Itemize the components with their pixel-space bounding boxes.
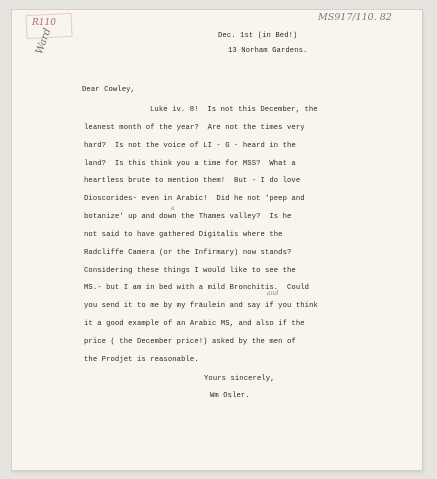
body-line: Radcliffe Camera (or the Infirmary) now stands? — [84, 249, 292, 257]
body-line: heartless brute to mention them! But - I do love — [84, 177, 301, 185]
insertion-a: a — [171, 205, 175, 212]
body-line: land? Is this think you a time for MSS? What a — [84, 160, 296, 168]
date-line: Dec. 1st (in Bed!) — [218, 32, 298, 40]
body-line: you send it to me by my fräulein and say if you think — [84, 302, 318, 310]
body-line: Dioscorides- even in Arabic! Did he not 'peep and — [84, 195, 305, 203]
signature: Wm Osler. — [210, 392, 250, 400]
body-line: price ( the December price!) asked by the men of — [84, 338, 296, 346]
catalog-mark: MS917/110. 82 — [318, 12, 392, 23]
body-line: leanest month of the year? Are not the times very — [84, 124, 305, 132]
body-line: Luke iv. 8! Is not this December, the — [150, 106, 318, 114]
body-line: not said to have gathered Digitalis where the — [84, 231, 283, 239]
margin-note: Ward — [34, 27, 54, 56]
body-line: Considering these things I would like to see the — [84, 267, 296, 275]
body-line: MS.- but I am in bed with a mild Bronchitis. Could — [84, 284, 310, 292]
salutation: Dear Cowley, — [82, 86, 135, 94]
body-line: hard? Is not the voice of LI - G - heard in the — [84, 142, 296, 150]
insertion-and: and — [267, 290, 279, 297]
archive-stamp-text: R110 — [32, 18, 56, 28]
closing-line: Yours sincerely, — [204, 375, 275, 383]
letter-page — [12, 10, 422, 470]
body-line: botanize' up and down the Thames valley? Is he — [84, 213, 292, 221]
body-line: the Prodjet is reasonable. — [84, 356, 199, 364]
address-line: 13 Norham Gardens. — [228, 47, 308, 55]
body-line: it a good example of an Arabic MS, and also if the — [84, 320, 305, 328]
